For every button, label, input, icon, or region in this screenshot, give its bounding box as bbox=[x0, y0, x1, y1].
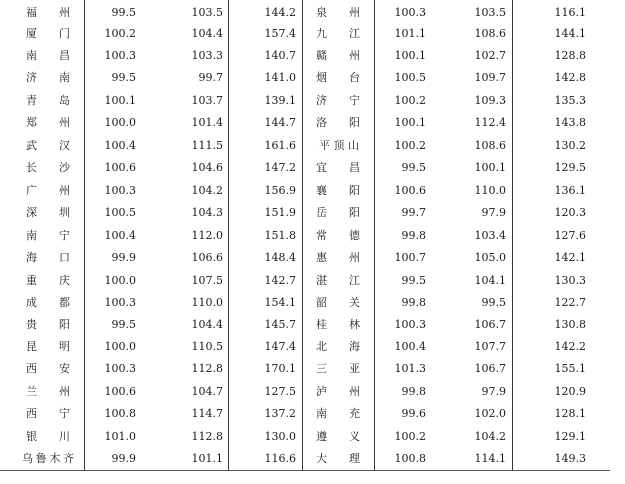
index-value: 100.2 bbox=[394, 139, 426, 152]
index-value: 99.6 bbox=[401, 407, 426, 420]
index-value: 130.0 bbox=[264, 430, 296, 443]
city-name: 泉 州 bbox=[316, 6, 360, 19]
city-name: 常 德 bbox=[316, 229, 360, 242]
index-value: 170.1 bbox=[264, 362, 296, 375]
index-value: 155.1 bbox=[554, 362, 586, 375]
index-value: 100.1 bbox=[394, 116, 426, 129]
table-row bbox=[0, 180, 610, 202]
city-name: 桂 林 bbox=[316, 318, 360, 331]
index-value: 100.6 bbox=[394, 184, 426, 197]
index-value: 97.9 bbox=[481, 385, 506, 398]
city-name: 重 庆 bbox=[26, 274, 70, 287]
index-value: 100.0 bbox=[104, 340, 136, 353]
city-name: 西 安 bbox=[26, 362, 70, 375]
index-value: 100.1 bbox=[394, 49, 426, 62]
table-row bbox=[0, 225, 610, 247]
index-value: 109.3 bbox=[474, 94, 506, 107]
index-value: 100.4 bbox=[104, 139, 136, 152]
index-value: 142.7 bbox=[264, 274, 296, 287]
index-value: 141.0 bbox=[264, 71, 296, 84]
index-value: 110.0 bbox=[474, 184, 506, 197]
city-name: 青 岛 bbox=[26, 94, 70, 107]
index-value: 100.3 bbox=[104, 296, 136, 309]
index-value: 100.2 bbox=[394, 94, 426, 107]
index-value: 128.8 bbox=[554, 49, 586, 62]
table-row bbox=[0, 202, 610, 224]
index-value: 100.5 bbox=[104, 206, 136, 219]
index-value: 112.8 bbox=[191, 362, 223, 375]
table-row bbox=[0, 448, 610, 470]
city-name: 长 沙 bbox=[26, 161, 70, 174]
index-value: 100.3 bbox=[394, 6, 426, 19]
table-row bbox=[0, 90, 610, 112]
city-name: 贵 阳 bbox=[26, 318, 70, 331]
index-value: 99.8 bbox=[401, 296, 426, 309]
city-name: 昆 明 bbox=[26, 340, 70, 353]
city-name: 宜 昌 bbox=[316, 161, 360, 174]
index-value: 104.2 bbox=[191, 184, 223, 197]
index-value: 101.4 bbox=[191, 116, 223, 129]
index-value: 100.4 bbox=[104, 229, 136, 242]
city-name: 厦 门 bbox=[26, 27, 70, 40]
table-row bbox=[0, 358, 610, 380]
index-value: 154.1 bbox=[264, 296, 296, 309]
index-value: 99.5 bbox=[401, 274, 426, 287]
index-value: 100.2 bbox=[394, 430, 426, 443]
table-row bbox=[0, 112, 610, 134]
index-value: 102.7 bbox=[474, 49, 506, 62]
index-value: 99.7 bbox=[198, 71, 223, 84]
index-value: 112.4 bbox=[474, 116, 506, 129]
city-name: 乌 鲁 木 齐 bbox=[22, 452, 74, 465]
table-row bbox=[0, 292, 610, 314]
index-value: 100.3 bbox=[394, 318, 426, 331]
bottom-rule bbox=[0, 470, 610, 471]
city-name: 深 圳 bbox=[26, 206, 70, 219]
index-value: 122.7 bbox=[554, 296, 586, 309]
index-value: 114.1 bbox=[474, 452, 506, 465]
index-value: 144.2 bbox=[264, 6, 296, 19]
city-name: 三 亚 bbox=[316, 362, 360, 375]
index-value: 142.1 bbox=[554, 251, 586, 264]
index-value: 143.8 bbox=[554, 116, 586, 129]
city-name: 南 昌 bbox=[26, 49, 70, 62]
city-name: 洛 阳 bbox=[316, 116, 360, 129]
index-value: 130.3 bbox=[554, 274, 586, 287]
city-name: 湛 江 bbox=[316, 274, 360, 287]
index-value: 99.5 bbox=[111, 71, 136, 84]
index-value: 100.7 bbox=[394, 251, 426, 264]
city-name: 大 理 bbox=[316, 452, 360, 465]
index-value: 107.5 bbox=[191, 274, 223, 287]
index-value: 107.7 bbox=[474, 340, 506, 353]
index-value: 101.3 bbox=[394, 362, 426, 375]
index-value: 110.5 bbox=[191, 340, 223, 353]
city-name: 南 充 bbox=[316, 407, 360, 420]
index-value: 99.9 bbox=[111, 452, 136, 465]
table-row bbox=[0, 426, 610, 448]
index-value: 140.7 bbox=[264, 49, 296, 62]
index-value: 142.8 bbox=[554, 71, 586, 84]
city-name: 韶 关 bbox=[316, 296, 360, 309]
index-value: 100.2 bbox=[104, 27, 136, 40]
city-name: 银 川 bbox=[26, 430, 70, 443]
index-value: 104.7 bbox=[191, 385, 223, 398]
index-value: 99.5 bbox=[481, 296, 506, 309]
index-value: 116.1 bbox=[554, 6, 586, 19]
city-name: 广 州 bbox=[26, 184, 70, 197]
index-value: 100.1 bbox=[104, 94, 136, 107]
table-row bbox=[0, 45, 610, 67]
index-value: 156.9 bbox=[264, 184, 296, 197]
table-row bbox=[0, 381, 610, 403]
city-name: 南 宁 bbox=[26, 229, 70, 242]
city-name: 岳 阳 bbox=[316, 206, 360, 219]
index-value: 135.3 bbox=[554, 94, 586, 107]
city-name: 平 顶 山 bbox=[319, 139, 359, 152]
index-value: 104.2 bbox=[474, 430, 506, 443]
index-value: 102.0 bbox=[474, 407, 506, 420]
index-value: 127.5 bbox=[264, 385, 296, 398]
index-value: 100.0 bbox=[104, 116, 136, 129]
index-value: 142.2 bbox=[554, 340, 586, 353]
index-value: 128.1 bbox=[554, 407, 586, 420]
index-value: 136.1 bbox=[554, 184, 586, 197]
index-value: 106.7 bbox=[474, 318, 506, 331]
index-value: 100.8 bbox=[104, 407, 136, 420]
index-value: 100.3 bbox=[104, 362, 136, 375]
city-name: 北 海 bbox=[316, 340, 360, 353]
table-row bbox=[0, 247, 610, 269]
index-value: 144.7 bbox=[264, 116, 296, 129]
table-row bbox=[0, 2, 610, 24]
index-value: 100.0 bbox=[104, 274, 136, 287]
city-name: 成 都 bbox=[26, 296, 70, 309]
index-value: 116.6 bbox=[264, 452, 296, 465]
city-name: 惠 州 bbox=[316, 251, 360, 264]
index-value: 99.5 bbox=[111, 6, 136, 19]
index-value: 99.5 bbox=[401, 161, 426, 174]
index-value: 106.6 bbox=[191, 251, 223, 264]
city-name: 福 州 bbox=[26, 6, 70, 19]
table-row bbox=[0, 336, 610, 358]
index-value: 129.1 bbox=[554, 430, 586, 443]
index-value: 161.6 bbox=[264, 139, 296, 152]
index-value: 103.5 bbox=[474, 6, 506, 19]
index-value: 103.4 bbox=[474, 229, 506, 242]
index-value: 104.4 bbox=[191, 27, 223, 40]
index-value: 99.5 bbox=[111, 318, 136, 331]
city-name: 海 口 bbox=[26, 251, 70, 264]
city-name: 西 宁 bbox=[26, 407, 70, 420]
table-row bbox=[0, 23, 610, 45]
index-value: 104.3 bbox=[191, 206, 223, 219]
city-name: 济 宁 bbox=[316, 94, 360, 107]
index-value: 104.4 bbox=[191, 318, 223, 331]
index-value: 103.3 bbox=[191, 49, 223, 62]
table-row bbox=[0, 135, 610, 157]
index-value: 151.8 bbox=[264, 229, 296, 242]
index-value: 101.1 bbox=[394, 27, 426, 40]
index-value: 112.8 bbox=[191, 430, 223, 443]
index-value: 151.9 bbox=[264, 206, 296, 219]
index-value: 103.7 bbox=[191, 94, 223, 107]
city-name: 赣 州 bbox=[316, 49, 360, 62]
index-value: 110.0 bbox=[191, 296, 223, 309]
index-value: 145.7 bbox=[264, 318, 296, 331]
index-value: 127.6 bbox=[554, 229, 586, 242]
index-value: 149.3 bbox=[554, 452, 586, 465]
index-value: 101.0 bbox=[104, 430, 136, 443]
index-value: 106.7 bbox=[474, 362, 506, 375]
index-value: 137.2 bbox=[264, 407, 296, 420]
index-value: 108.6 bbox=[474, 27, 506, 40]
index-value: 147.4 bbox=[264, 340, 296, 353]
index-value: 130.2 bbox=[554, 139, 586, 152]
table-row bbox=[0, 67, 610, 89]
index-value: 114.7 bbox=[191, 407, 223, 420]
index-value: 109.7 bbox=[474, 71, 506, 84]
index-value: 157.4 bbox=[264, 27, 296, 40]
index-value: 120.9 bbox=[554, 385, 586, 398]
city-name: 兰 州 bbox=[26, 385, 70, 398]
table-row bbox=[0, 270, 610, 292]
index-value: 105.0 bbox=[474, 251, 506, 264]
table-row bbox=[0, 157, 610, 179]
city-name: 九 江 bbox=[316, 27, 360, 40]
table-row bbox=[0, 403, 610, 425]
index-value: 108.6 bbox=[474, 139, 506, 152]
city-name: 济 南 bbox=[26, 71, 70, 84]
index-value: 97.9 bbox=[481, 206, 506, 219]
index-value: 100.8 bbox=[394, 452, 426, 465]
index-value: 99.7 bbox=[401, 206, 426, 219]
index-value: 99.9 bbox=[111, 251, 136, 264]
index-value: 104.6 bbox=[191, 161, 223, 174]
index-value: 148.4 bbox=[264, 251, 296, 264]
city-name: 烟 台 bbox=[316, 71, 360, 84]
index-value: 100.1 bbox=[474, 161, 506, 174]
index-value: 99.8 bbox=[401, 229, 426, 242]
index-value: 99.8 bbox=[401, 385, 426, 398]
index-value: 112.0 bbox=[191, 229, 223, 242]
index-value: 130.8 bbox=[554, 318, 586, 331]
index-value: 147.2 bbox=[264, 161, 296, 174]
index-value: 120.3 bbox=[554, 206, 586, 219]
index-value: 111.5 bbox=[191, 139, 223, 152]
index-value: 144.1 bbox=[554, 27, 586, 40]
city-name: 遵 义 bbox=[316, 430, 360, 443]
index-value: 101.1 bbox=[191, 452, 223, 465]
index-value: 100.5 bbox=[394, 71, 426, 84]
index-value: 104.1 bbox=[474, 274, 506, 287]
city-name: 襄 阳 bbox=[316, 184, 360, 197]
index-value: 100.6 bbox=[104, 161, 136, 174]
index-value: 139.1 bbox=[264, 94, 296, 107]
city-name: 泸 州 bbox=[316, 385, 360, 398]
city-name: 郑 州 bbox=[26, 116, 70, 129]
index-value: 103.5 bbox=[191, 6, 223, 19]
index-value: 100.6 bbox=[104, 385, 136, 398]
city-name: 武 汉 bbox=[26, 139, 70, 152]
table-row bbox=[0, 314, 610, 336]
index-value: 100.4 bbox=[394, 340, 426, 353]
index-value: 129.5 bbox=[554, 161, 586, 174]
index-value: 100.3 bbox=[104, 184, 136, 197]
index-value: 100.3 bbox=[104, 49, 136, 62]
